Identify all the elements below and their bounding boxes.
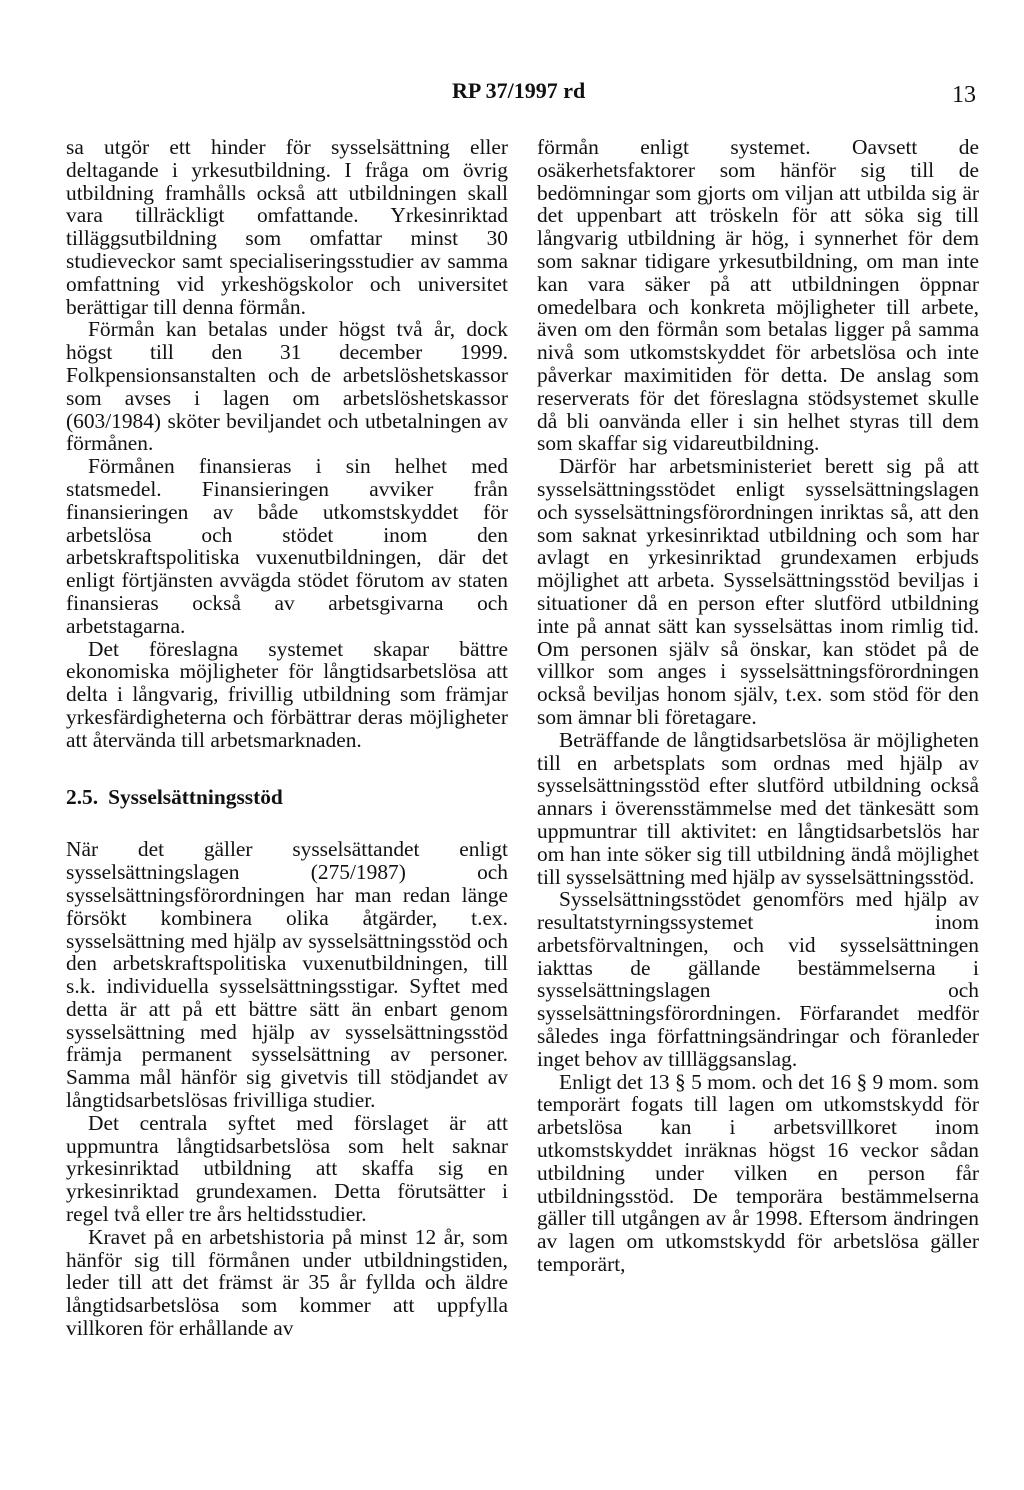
paragraph: Beträffande de långtidsarbetslösa är möjligheten till en arbetsplats som ordnas med hjälp av sysselsättningsstöd efter slutförd utbildning också annars i överensstämmelse med det tänkesätt som uppmuntrar till aktivitet: en långtidsarbetslös har om han inte söker sig till utbildning ändå möjlighet till sysselsättning med hjälp av sysselsättningsstöd. (537, 727, 979, 889)
paragraph: Förmånen finansieras i sin helhet med statsmedel. Finansieringen avviker från finansieringen av både utkomstskyddet för arbetslösa och stödet inom den arbetskraftspolitiska vuxenutbildningen, där det enligt förtjänsten avvägda stödet förutom av staten finansieras också av arbetsgivarna och arbetstagarna. (66, 454, 508, 638)
right-column (537, 136, 979, 1276)
paragraph: förmån enligt systemet. Oavsett de osäkerhetsfaktorer som hänför sig till de bedömningar som gjorts om viljan att utbilda sig är det uppenbart att tröskeln för att söka sig till långvarig utbildning är hög, i synnerhet för dem som saknar tidigare yrkesutbildning, om man inte kan vara säker på att utbildningen öppnar omedelbara och konkreta möjligheter till arbete, även om den förmån som betalas ligger på samma nivå som utkomstskyddet för arbetslösa och inte påverkar maximitiden för detta. De anslag som reserverats för det föreslagna stödsystemet skulle då bli oanvända eller i sin helhet styras till dem som skaffar sig vidareutbildning. (537, 135, 979, 456)
paragraph: Det föreslagna systemet skapar bättre ekonomiska möjligheter för långtidsarbetslösa att delta i långvarig, frivillig utbildning som främjar yrkesfärdigheterna och förbättrar deras möjligheter att återvända till arbetsmarknaden. (66, 636, 508, 752)
page-number: 13 (952, 82, 976, 108)
left-column (66, 136, 508, 1340)
page-header (0, 78, 1024, 118)
paragraph: Sysselsättningsstödet genomförs med hjälp av resultatstyrningssystemet inom arbetsförvaltningen, och vid sysselsättningen iakttas de gällande bestämmelserna i sysselsättningslagen och sysselsättningsförordningen. Förfarandet medför således inga författningsändringar och föranleder inget behov av tillläggsanslag. (537, 887, 979, 1071)
paragraph: När det gäller sysselsättandet enligt sysselsättningslagen (275/1987) och sysselsättningsförordningen har man redan länge försökt kombinera olika åtgärder, t.ex. sysselsättning med hjälp av sysselsättningsstöd och den arbetskraftspolitiska vuxenutbildningen, till s.k. individuella sysselsättningsstigar. Syftet med detta är att på ett bättre sätt än enbart genom sysselsättning med hjälp av sysselsättningsstöd främja permanent sysselsättning av personer. Samma mål hänför sig givetvis till stödjandet av långtidsarbetslösas frivilliga studier. (66, 837, 508, 1113)
paragraph: Enligt det 13 § 5 mom. och det 16 § 9 mom. som temporärt fogats till lagen om utkomstskydd för arbetslösa kan i arbetsvillkoret inom utkomstskyddet inräknas högst 16 veckor sådan utbildning under vilken en person får utbildningsstöd. De temporära bestämmelserna gäller till utgången av år 1998. Eftersom ändringen av lagen om utkomstskydd för arbetslösa gäller temporärt, (537, 1069, 979, 1277)
running-head: RP 37/1997 rd (452, 78, 586, 103)
paragraph: Förmån kan betalas under högst två år, dock högst till den 31 december 1999. Folkpensionsanstalten och de arbetslöshetskassor som avses i lagen om arbetslöshetskassor (603/1984) sköter beviljandet och utbetalningen av förmånen. (66, 317, 508, 456)
section-title: Sysselsättningsstöd (108, 784, 283, 809)
paragraph: Kravet på en arbetshistoria på minst 12 år, som hänför sig till förmånen under utbildningstiden, leder till att det främst är 35 år fyllda och äldre långtidsarbetslösa som kommer att uppfylla villkoren för erhållande av (66, 1224, 508, 1341)
paragraph: Därför har arbetsministeriet berett sig på att sysselsättningsstödet enligt sysselsättningslagen och sysselsättningsförordningen inriktas så, att den som saknat yrkesinriktad utbildning och som har avlagt en yrkesinriktad grundexamen erbjuds möjlighet att arbeta. Sysselsättningsstöd beviljas i situationer då en person efter slutförd utbildning inte på annat sätt kan sysselsättas inom rimlig tid. Om personen själv så önskar, kan stödet på de villkor som anges i sysselsättningsförordningen också beviljas honom själv, t.ex. som stöd för den som ämnar bli företagare. (537, 454, 979, 729)
section-heading (66, 786, 508, 809)
section-number: 2.5. (66, 784, 99, 809)
paragraph: Det centrala syftet med förslaget är att uppmuntra långtidsarbetslösa som helt saknar yrkesinriktad utbildning att skaffa sig en yrkesinriktad grundexamen. Detta förutsätter i regel två eller tre års heltidsstudier. (66, 1110, 508, 1227)
paragraph: sa utgör ett hinder för sysselsättning eller deltagande i yrkesutbildning. I fråga om övrig utbildning framhålls också att utbildningen skall vara tillräckligt omfattande. Yrkesinriktad tilläggsutbildning som omfattar minst 30 studieveckor samt specialiseringsstudier av samma omfattning vid yrkeshögskolor och universitet berättigar till denna förmån. (66, 135, 508, 319)
